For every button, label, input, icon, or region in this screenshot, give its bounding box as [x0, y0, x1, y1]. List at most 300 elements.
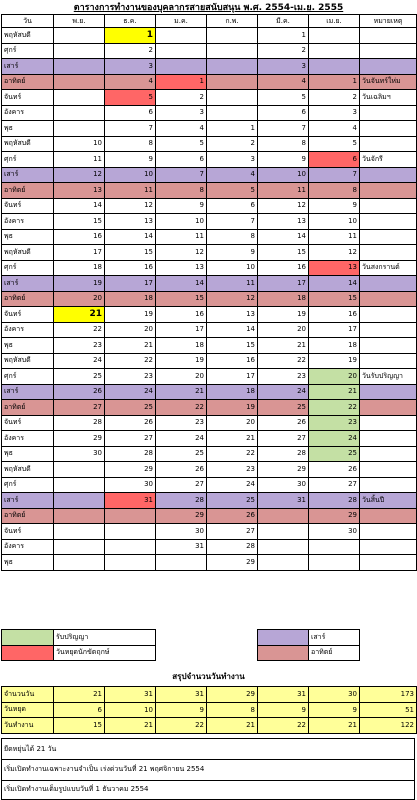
summary-title: สรุปจำนวนวันทำงาน — [172, 672, 245, 681]
summary-value: 22 — [258, 718, 309, 734]
calendar-row — [2, 121, 417, 137]
date-cell: 22 — [54, 322, 105, 338]
date-cell: 7 — [156, 167, 207, 183]
date-cell: 24 — [207, 477, 258, 493]
date-cell: 17 — [156, 322, 207, 338]
date-cell: 6 — [156, 152, 207, 168]
date-cell: 31 — [105, 493, 156, 509]
note-cell — [360, 136, 417, 152]
day-name: เสาร์ — [2, 276, 54, 292]
date-cell: 15 — [105, 245, 156, 261]
summary-note: ยืดหยุ่นได้ 21 วัน — [1, 738, 415, 760]
day-name: จันทร์ — [2, 524, 54, 540]
date-cell: 15 — [258, 245, 309, 261]
note-cell — [360, 245, 417, 261]
date-cell: 19 — [54, 276, 105, 292]
note-cell: วันเฉลิมฯ — [360, 90, 417, 106]
date-cell: 8 — [309, 183, 360, 199]
date-cell: 22 — [309, 400, 360, 416]
date-cell: 19 — [207, 400, 258, 416]
date-cell: 18 — [207, 384, 258, 400]
day-name: อาทิตย์ — [2, 400, 54, 416]
page-title: ตารางการทำงานของบุคลากรสายสนับสนุน พ.ศ. 2554-เม.ย. 2555 — [73, 3, 344, 13]
date-cell: 5 — [156, 136, 207, 152]
date-cell — [309, 59, 360, 75]
summary-value: 10 — [105, 702, 156, 718]
date-cell: 14 — [105, 229, 156, 245]
calendar-row — [2, 260, 417, 276]
date-cell — [54, 477, 105, 493]
date-cell: 29 — [258, 462, 309, 478]
calendar-row — [2, 245, 417, 261]
date-cell: 23 — [54, 338, 105, 354]
date-cell: 17 — [54, 245, 105, 261]
legend-swatch-saturday — [258, 630, 309, 646]
day-name: อังคาร — [2, 105, 54, 121]
note-cell — [360, 338, 417, 354]
date-cell: 11 — [105, 183, 156, 199]
date-cell: 17 — [207, 369, 258, 385]
note-cell — [360, 121, 417, 137]
calendar-row — [2, 229, 417, 245]
date-cell: 16 — [207, 353, 258, 369]
date-cell — [54, 43, 105, 59]
date-cell: 25 — [105, 400, 156, 416]
date-cell: 22 — [105, 353, 156, 369]
column-header: พ.ย. — [54, 15, 105, 28]
summary-value: 51 — [360, 702, 417, 718]
date-cell: 28 — [207, 539, 258, 555]
date-cell: 18 — [54, 260, 105, 276]
date-cell: 16 — [54, 229, 105, 245]
date-cell — [156, 43, 207, 59]
date-cell: 12 — [309, 245, 360, 261]
note-cell: วันจันทร์ให่ม — [360, 74, 417, 90]
day-name: พุธ — [2, 555, 54, 571]
date-cell: 30 — [258, 477, 309, 493]
note-cell — [360, 555, 417, 571]
note-cell — [360, 59, 417, 75]
date-cell: 23 — [309, 415, 360, 431]
calendar-row — [2, 539, 417, 555]
calendar-row — [2, 276, 417, 292]
day-name: อังคาร — [2, 214, 54, 230]
date-cell: 12 — [156, 245, 207, 261]
date-cell — [54, 462, 105, 478]
date-cell — [309, 28, 360, 44]
date-cell: 26 — [54, 384, 105, 400]
summary-label: วันหยุด — [2, 702, 54, 718]
day-name: อังคาร — [2, 539, 54, 555]
date-cell: 9 — [309, 198, 360, 214]
date-cell: 15 — [156, 291, 207, 307]
date-cell — [54, 74, 105, 90]
date-cell: 21 — [258, 338, 309, 354]
legend-label-holiday: วันหยุดนักขัตฤกษ์ — [54, 645, 156, 661]
calendar-row — [2, 291, 417, 307]
date-cell — [105, 524, 156, 540]
date-cell: 6 — [105, 105, 156, 121]
date-cell: 1 — [258, 28, 309, 44]
date-cell: 8 — [207, 229, 258, 245]
date-cell: 4 — [207, 167, 258, 183]
legend-gap — [360, 630, 417, 646]
note-cell — [360, 214, 417, 230]
date-cell: 26 — [258, 415, 309, 431]
date-cell: 26 — [156, 462, 207, 478]
date-cell: 25 — [258, 400, 309, 416]
date-cell: 11 — [207, 276, 258, 292]
summary-value: 31 — [105, 687, 156, 703]
note-cell: วันจักรี — [360, 152, 417, 168]
day-name: พฤหัสบดี — [2, 462, 54, 478]
date-cell: 24 — [105, 384, 156, 400]
date-cell — [258, 524, 309, 540]
date-cell: 2 — [258, 43, 309, 59]
calendar-row — [2, 136, 417, 152]
calendar-row — [2, 415, 417, 431]
legend-gap — [360, 645, 417, 661]
column-header: ม.ค. — [156, 15, 207, 28]
date-cell — [309, 539, 360, 555]
legend-label-graduation: รับปริญญา — [54, 630, 156, 646]
date-cell: 24 — [258, 384, 309, 400]
date-cell: 28 — [258, 446, 309, 462]
day-name: พฤหัสบดี — [2, 28, 54, 44]
day-name: พุธ — [2, 121, 54, 137]
summary-value: 29 — [207, 687, 258, 703]
date-cell: 20 — [105, 322, 156, 338]
day-name: พฤหัสบดี — [2, 136, 54, 152]
summary-value: 31 — [258, 687, 309, 703]
date-cell — [54, 524, 105, 540]
date-cell: 2 — [105, 43, 156, 59]
calendar-row — [2, 307, 417, 323]
date-cell: 16 — [258, 260, 309, 276]
date-cell: 30 — [309, 524, 360, 540]
date-cell: 4 — [156, 121, 207, 137]
summary-label: วันทำงาน — [2, 718, 54, 734]
date-cell: 19 — [309, 353, 360, 369]
date-cell: 26 — [207, 508, 258, 524]
summary-value: 30 — [309, 687, 360, 703]
calendar-row — [2, 322, 417, 338]
summary-value: 173 — [360, 687, 417, 703]
date-cell — [54, 28, 105, 44]
day-name: พฤหัสบดี — [2, 245, 54, 261]
calendar-row — [2, 400, 417, 416]
date-cell: 27 — [54, 400, 105, 416]
date-cell: 7 — [309, 167, 360, 183]
note-cell — [360, 353, 417, 369]
note-cell — [360, 446, 417, 462]
date-cell: 20 — [309, 369, 360, 385]
date-cell: 3 — [258, 59, 309, 75]
day-name: อาทิตย์ — [2, 508, 54, 524]
date-cell — [156, 555, 207, 571]
calendar-row — [2, 43, 417, 59]
summary-row — [2, 702, 417, 718]
date-cell: 15 — [207, 338, 258, 354]
day-name: จันทร์ — [2, 90, 54, 106]
date-cell: 6 — [258, 105, 309, 121]
legend-swatch-sunday — [258, 645, 309, 661]
date-cell: 18 — [309, 338, 360, 354]
date-cell — [207, 105, 258, 121]
note-cell — [360, 198, 417, 214]
calendar-row — [2, 477, 417, 493]
day-name: พุธ — [2, 338, 54, 354]
date-cell: 27 — [258, 431, 309, 447]
calendar-row — [2, 183, 417, 199]
column-header: เม.ย. — [309, 15, 360, 28]
date-cell: 10 — [54, 136, 105, 152]
date-cell: 13 — [156, 260, 207, 276]
summary-value: 8 — [207, 702, 258, 718]
date-cell — [309, 555, 360, 571]
date-cell: 23 — [156, 415, 207, 431]
date-cell: 21 — [54, 307, 105, 323]
date-cell: 10 — [258, 167, 309, 183]
note-cell — [360, 105, 417, 121]
note-cell — [360, 415, 417, 431]
date-cell: 28 — [54, 415, 105, 431]
day-name: อังคาร — [2, 431, 54, 447]
date-cell: 20 — [258, 322, 309, 338]
date-cell: 20 — [156, 369, 207, 385]
date-cell: 11 — [309, 229, 360, 245]
date-cell: 31 — [258, 493, 309, 509]
summary-value: 122 — [360, 718, 417, 734]
date-cell: 25 — [309, 446, 360, 462]
summary-value: 22 — [156, 718, 207, 734]
summary-value: 21 — [54, 687, 105, 703]
day-name: อังคาร — [2, 322, 54, 338]
date-cell: 1 — [207, 121, 258, 137]
date-cell: 9 — [207, 245, 258, 261]
summary-value: 15 — [54, 718, 105, 734]
date-cell: 13 — [105, 214, 156, 230]
summary-value: 9 — [156, 702, 207, 718]
note-cell — [360, 462, 417, 478]
summary-value: 6 — [54, 702, 105, 718]
day-name: อาทิตย์ — [2, 291, 54, 307]
date-cell: 21 — [207, 431, 258, 447]
legend-swatch-holiday — [2, 645, 54, 661]
date-cell: 13 — [258, 214, 309, 230]
calendar-row — [2, 59, 417, 75]
date-cell: 7 — [207, 214, 258, 230]
day-name: ศุกร์ — [2, 260, 54, 276]
summary-value: 9 — [258, 702, 309, 718]
date-cell: 30 — [156, 524, 207, 540]
date-cell: 27 — [156, 477, 207, 493]
header-row — [2, 15, 417, 28]
date-cell: 27 — [309, 477, 360, 493]
date-cell: 22 — [156, 400, 207, 416]
date-cell: 30 — [54, 446, 105, 462]
summary-value: 21 — [105, 718, 156, 734]
date-cell: 11 — [54, 152, 105, 168]
date-cell: 15 — [309, 291, 360, 307]
note-cell — [360, 229, 417, 245]
date-cell: 16 — [309, 307, 360, 323]
date-cell: 23 — [207, 462, 258, 478]
note-cell — [360, 524, 417, 540]
date-cell: 29 — [309, 508, 360, 524]
calendar-row — [2, 384, 417, 400]
calendar-row — [2, 353, 417, 369]
summary-value: 31 — [156, 687, 207, 703]
date-cell: 2 — [207, 136, 258, 152]
legend-label-sunday: อาทิตย์ — [309, 645, 360, 661]
summary-row — [2, 718, 417, 734]
legend-swatch-graduation — [2, 630, 54, 646]
date-cell: 23 — [258, 369, 309, 385]
day-name: เสาร์ — [2, 384, 54, 400]
date-cell: 21 — [156, 384, 207, 400]
date-cell — [207, 74, 258, 90]
summary-value: 21 — [207, 718, 258, 734]
date-cell: 5 — [105, 90, 156, 106]
date-cell — [258, 555, 309, 571]
date-cell: 20 — [54, 291, 105, 307]
date-cell: 9 — [258, 152, 309, 168]
date-cell: 8 — [156, 183, 207, 199]
date-cell: 11 — [258, 183, 309, 199]
date-cell: 13 — [54, 183, 105, 199]
date-cell: 5 — [207, 183, 258, 199]
note-cell — [360, 384, 417, 400]
summary-label: จำนวนวัน — [2, 687, 54, 703]
note-cell — [360, 183, 417, 199]
date-cell: 14 — [54, 198, 105, 214]
date-cell: 3 — [207, 152, 258, 168]
day-name: จันทร์ — [2, 198, 54, 214]
summary-note: เริ่มเปิดทำงานเต็มรูปแบบวันที่ 1 ธันวาคม 2554 — [1, 780, 415, 800]
date-cell: 16 — [156, 307, 207, 323]
date-cell: 7 — [105, 121, 156, 137]
date-cell: 19 — [156, 353, 207, 369]
date-cell: 7 — [258, 121, 309, 137]
date-cell: 26 — [309, 462, 360, 478]
calendar-row — [2, 338, 417, 354]
column-header: ก.พ. — [207, 15, 258, 28]
calendar-row — [2, 508, 417, 524]
date-cell — [54, 508, 105, 524]
date-cell: 18 — [156, 338, 207, 354]
date-cell: 4 — [258, 74, 309, 90]
date-cell: 1 — [309, 74, 360, 90]
calendar-table — [1, 14, 417, 571]
calendar-row — [2, 493, 417, 509]
date-cell: 31 — [156, 539, 207, 555]
summary-value: 21 — [309, 718, 360, 734]
date-cell: 23 — [105, 369, 156, 385]
date-cell: 18 — [105, 291, 156, 307]
date-cell — [105, 539, 156, 555]
date-cell: 29 — [207, 555, 258, 571]
note-cell: วันรับปริญญา — [360, 369, 417, 385]
date-cell: 24 — [309, 431, 360, 447]
date-cell: 24 — [156, 431, 207, 447]
calendar-row — [2, 214, 417, 230]
date-cell — [54, 105, 105, 121]
calendar-row — [2, 28, 417, 44]
date-cell — [54, 121, 105, 137]
day-name: เสาร์ — [2, 167, 54, 183]
calendar-row — [2, 524, 417, 540]
note-cell — [360, 508, 417, 524]
date-cell: 29 — [156, 508, 207, 524]
calendar-row — [2, 462, 417, 478]
date-cell: 13 — [207, 307, 258, 323]
date-cell: 13 — [309, 260, 360, 276]
date-cell: 28 — [156, 493, 207, 509]
date-cell: 20 — [207, 415, 258, 431]
date-cell: 25 — [54, 369, 105, 385]
date-cell — [54, 90, 105, 106]
day-name: ศุกร์ — [2, 369, 54, 385]
calendar-row — [2, 446, 417, 462]
date-cell: 12 — [54, 167, 105, 183]
date-cell: 25 — [207, 493, 258, 509]
day-name: อาทิตย์ — [2, 183, 54, 199]
calendar-row — [2, 90, 417, 106]
summary-table — [1, 686, 417, 734]
note-cell — [360, 322, 417, 338]
date-cell: 4 — [309, 121, 360, 137]
note-cell — [360, 307, 417, 323]
column-header: ธ.ค. — [105, 15, 156, 28]
date-cell — [105, 508, 156, 524]
date-cell: 3 — [105, 59, 156, 75]
note-cell — [360, 431, 417, 447]
column-header: มี.ค. — [258, 15, 309, 28]
day-name: เสาร์ — [2, 59, 54, 75]
date-cell: 16 — [105, 260, 156, 276]
date-cell: 17 — [105, 276, 156, 292]
date-cell — [207, 59, 258, 75]
date-cell: 9 — [105, 152, 156, 168]
date-cell: 17 — [309, 322, 360, 338]
date-cell: 12 — [258, 198, 309, 214]
date-cell — [54, 555, 105, 571]
date-cell: 2 — [156, 90, 207, 106]
date-cell — [207, 43, 258, 59]
date-cell: 14 — [309, 276, 360, 292]
day-name: เสาร์ — [2, 493, 54, 509]
date-cell: 27 — [105, 431, 156, 447]
summary-row — [2, 687, 417, 703]
date-cell: 10 — [156, 214, 207, 230]
note-cell — [360, 400, 417, 416]
date-cell: 24 — [54, 353, 105, 369]
day-name: ศุกร์ — [2, 43, 54, 59]
date-cell: 3 — [309, 105, 360, 121]
date-cell: 29 — [105, 462, 156, 478]
date-cell: 12 — [207, 291, 258, 307]
note-cell — [360, 477, 417, 493]
date-cell: 14 — [207, 322, 258, 338]
date-cell: 26 — [105, 415, 156, 431]
date-cell: 11 — [156, 229, 207, 245]
date-cell: 18 — [258, 291, 309, 307]
date-cell: 17 — [258, 276, 309, 292]
date-cell: 15 — [54, 214, 105, 230]
date-cell — [258, 508, 309, 524]
date-cell: 30 — [105, 477, 156, 493]
